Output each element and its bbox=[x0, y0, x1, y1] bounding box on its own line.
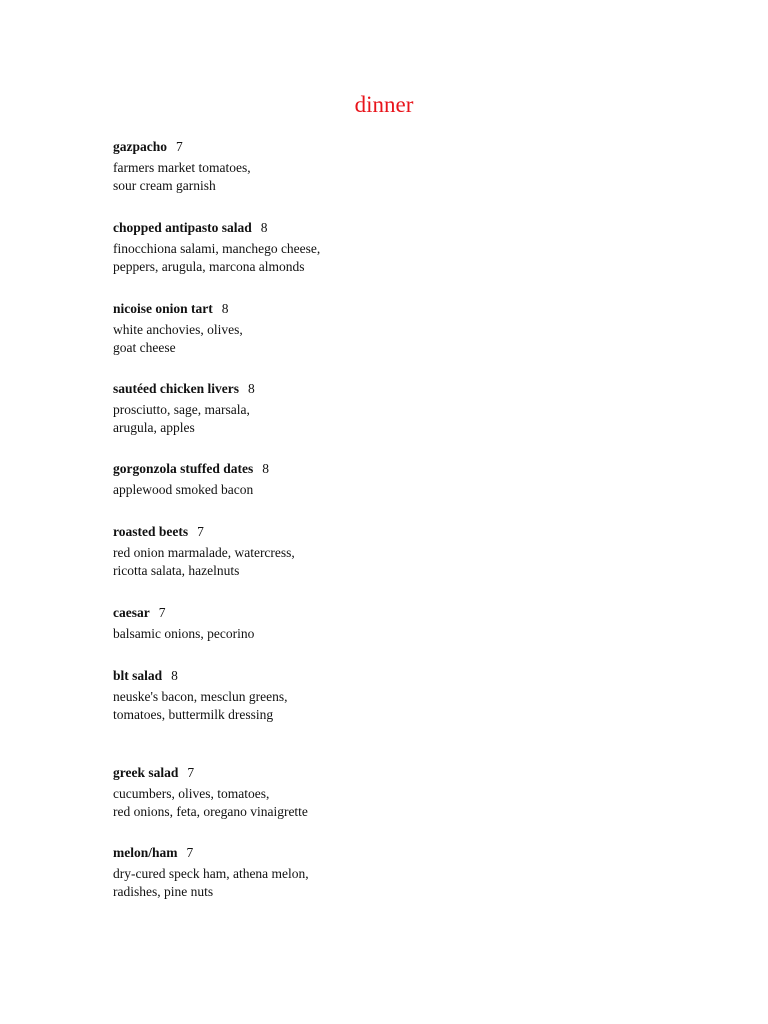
item-price: 7 bbox=[187, 765, 195, 780]
item-description-line: cucumbers, olives, tomatoes, bbox=[113, 786, 270, 801]
item-description-line: peppers, arugula, marcona almonds bbox=[113, 259, 305, 274]
item-heading bbox=[113, 764, 673, 782]
item-name: blt salad bbox=[113, 668, 163, 683]
item-price: 7 bbox=[197, 524, 204, 539]
menu-item bbox=[113, 138, 673, 195]
item-description-line: white anchovies, olives, bbox=[113, 322, 243, 337]
item-price: 7 bbox=[158, 605, 166, 620]
item-description-line: radishes, pine nuts bbox=[113, 884, 214, 899]
item-name: nicoise onion tart bbox=[113, 301, 213, 316]
item-description-line: dry-cured speck ham, athena melon, bbox=[113, 866, 309, 881]
item-description-line: goat cheese bbox=[113, 340, 176, 355]
item-name: gorgonzola stuffed dates bbox=[113, 461, 254, 476]
menu-item bbox=[113, 604, 673, 643]
item-description-line: balsamic onions, pecorino bbox=[113, 626, 255, 641]
item-description-line: ricotta salata, hazelnuts bbox=[113, 563, 240, 578]
item-price: 7 bbox=[176, 139, 183, 154]
item-heading bbox=[113, 380, 673, 398]
menu-item bbox=[113, 219, 673, 276]
menu-item bbox=[113, 667, 673, 724]
item-name: sautéed chicken livers bbox=[113, 381, 239, 396]
item-price: 8 bbox=[221, 301, 229, 316]
item-heading bbox=[113, 138, 673, 156]
item-description-line: farmers market tomatoes, bbox=[113, 160, 251, 175]
item-description-line: sour cream garnish bbox=[113, 178, 216, 193]
item-name: caesar bbox=[113, 605, 150, 620]
item-description-line: red onions, feta, oregano vinaigrette bbox=[113, 804, 308, 819]
item-description-line: red onion marmalade, watercress, bbox=[113, 545, 295, 560]
item-name: chopped antipasto salad bbox=[113, 220, 252, 235]
item-description-line: finocchiona salami, manchego cheese, bbox=[113, 241, 321, 256]
item-name: greek salad bbox=[113, 765, 179, 780]
item-description-line: applewood smoked bacon bbox=[113, 482, 254, 497]
item-price: 8 bbox=[262, 461, 269, 476]
item-heading bbox=[113, 219, 673, 237]
item-heading bbox=[113, 300, 673, 318]
item-name: melon/ham bbox=[113, 845, 178, 860]
menu-item bbox=[113, 523, 673, 580]
menu-item bbox=[113, 460, 673, 499]
menu-item bbox=[113, 380, 673, 437]
menu-item bbox=[113, 844, 673, 901]
item-description-line: arugula, apples bbox=[113, 420, 195, 435]
item-description-line: neuske's bacon, mesclun greens, bbox=[113, 689, 288, 704]
item-price: 7 bbox=[186, 845, 194, 860]
item-heading bbox=[113, 667, 673, 685]
item-heading bbox=[113, 523, 673, 541]
item-price: 8 bbox=[260, 220, 268, 235]
item-price: 8 bbox=[171, 668, 178, 683]
item-price: 8 bbox=[248, 381, 255, 396]
item-heading bbox=[113, 844, 673, 862]
item-description-line: tomatoes, buttermilk dressing bbox=[113, 707, 274, 722]
menu-title: dinner bbox=[354, 92, 414, 117]
item-heading bbox=[113, 604, 673, 622]
menu-item bbox=[113, 764, 673, 821]
menu-item bbox=[113, 300, 673, 357]
item-name: gazpacho bbox=[113, 139, 167, 154]
item-heading bbox=[113, 460, 673, 478]
item-description-line: prosciutto, sage, marsala, bbox=[113, 402, 250, 417]
item-name: roasted beets bbox=[113, 524, 189, 539]
